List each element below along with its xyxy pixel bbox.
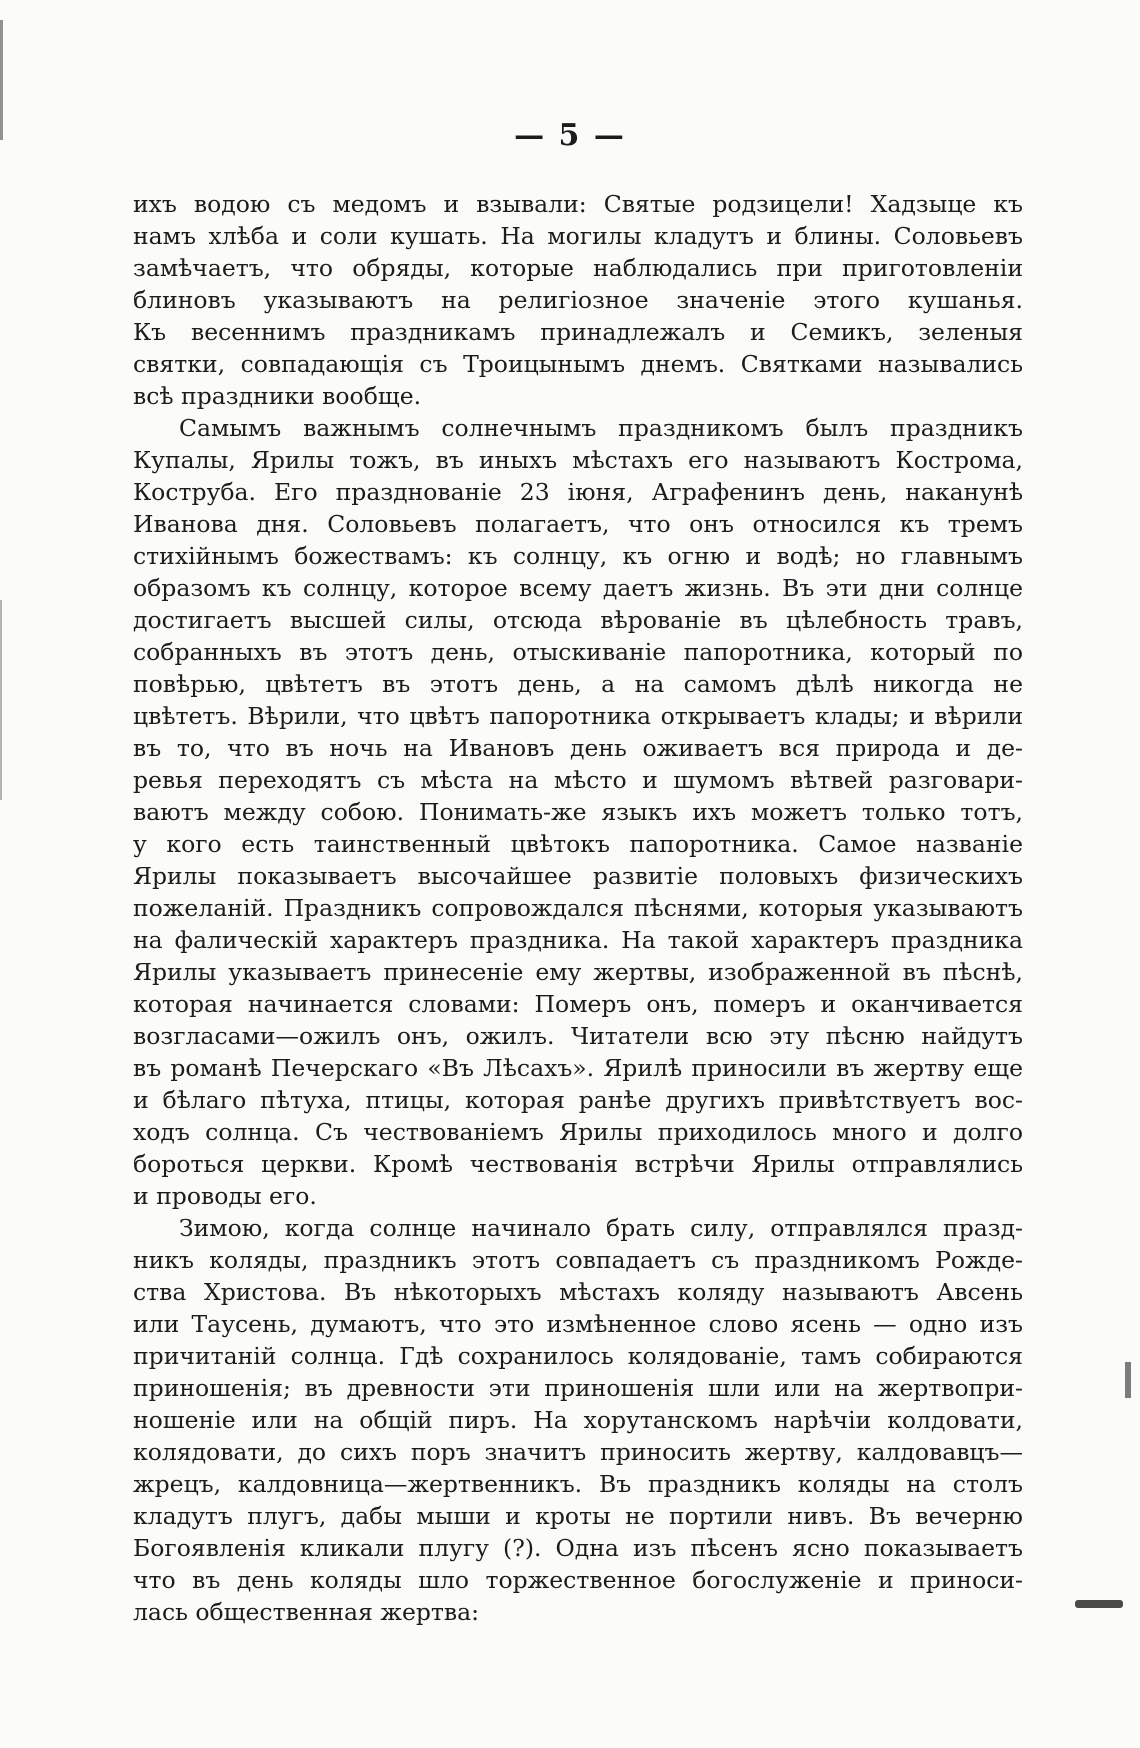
text-line: возгласами—ожилъ онъ, ожилъ. Читатели всю эту пѣсню найдутъ — [133, 1022, 1023, 1050]
text-line: Ярилы указываетъ принесеніе ему жертвы, изображенной въ пѣснѣ, — [133, 958, 1023, 986]
text-line: Иванова дня. Соловьевъ полагаетъ, что онъ относился къ тремъ — [133, 510, 1023, 538]
text-line: Богоявленія кликали плугу (?). Одна изъ пѣсенъ ясно показываетъ — [133, 1534, 1023, 1562]
text-line: замѣчаетъ, что обряды, которые наблюдались при приготовленіи — [133, 254, 1023, 282]
text-line: блиновъ указываютъ на религіозное значеніе этого кушанья. — [133, 286, 1023, 314]
text-line: ношеніе или на общій пиръ. На хорутанскомъ нарѣчіи колдовати, — [133, 1406, 1023, 1434]
text-line: образомъ къ солнцу, которое всему даетъ жизнь. Въ эти дни солнце — [133, 574, 1023, 602]
text-line: причитаній солнца. Гдѣ сохранилось колядованіе, тамъ собираются — [133, 1342, 1023, 1370]
text-line: которая начинается словами: Померъ онъ, померъ и оканчивается — [133, 990, 1023, 1018]
text-line: пожеланій. Праздникъ сопровождался пѣснями, которыя указываютъ — [133, 894, 1023, 922]
text-line: стихійнымъ божествамъ: къ солнцу, къ огню и водѣ; но главнымъ — [133, 542, 1023, 570]
text-line: ревья переходятъ съ мѣста на мѣсто и шумомъ вѣтвей разговари- — [133, 766, 1023, 794]
text-line: Къ весеннимъ праздникамъ принадлежалъ и Семикъ, зеленыя — [133, 318, 1023, 346]
paragraph — [133, 188, 1023, 412]
text-line: колядовати, до сихъ поръ значитъ приносить жертву, калдовавцъ— — [133, 1438, 1023, 1466]
text-line: кладутъ плугъ, дабы мыши и кроты не портили нивъ. Въ вечерню — [133, 1502, 1023, 1530]
text-line: собранныхъ въ этотъ день, отыскиваніе папоротника, который по — [133, 638, 1023, 666]
text-line: на фалическій характеръ праздника. На такой характеръ праздника — [133, 926, 1023, 954]
text-line: святки, совпадающія съ Троицынымъ днемъ. Святками назывались — [133, 350, 1023, 378]
text-line: повѣрью, цвѣтетъ въ этотъ день, а на самомъ дѣлѣ никогда не — [133, 670, 1023, 698]
ink-blot — [1125, 1362, 1131, 1398]
paragraph — [133, 412, 1023, 1212]
text-line: никъ коляды, праздникъ этотъ совпадаетъ съ праздникомъ Рожде- — [133, 1246, 1023, 1274]
page-number: — 5 — — [514, 118, 626, 153]
text-line: ихъ водою съ медомъ и взывали: Святые родзицели! Хадзыце къ — [133, 190, 1023, 218]
text-line: или Таусень, думаютъ, что это измѣненное слово ясень — одно изъ — [133, 1310, 1023, 1338]
text-line: Коструба. Его празднованіе 23 іюня, Аграфенинъ день, наканунѣ — [133, 478, 1023, 506]
text-line: Ярилы показываетъ высочайшее развитіе половыхъ физическихъ — [133, 862, 1023, 890]
text-line: что въ день коляды шло торжественное богослуженіе и приноси- — [133, 1566, 1023, 1594]
text-line: достигаетъ высшей силы, отсюда вѣрованіе въ цѣлебность травъ, — [133, 606, 1023, 634]
text-line: у кого есть таинственный цвѣтокъ папоротника. Самое названіе — [133, 830, 1023, 858]
text-line: и бѣлаго пѣтуха, птицы, которая ранѣе другихъ привѣтствуетъ вос- — [133, 1086, 1023, 1114]
scan-edge-mark — [0, 600, 2, 800]
paragraph — [133, 1212, 1023, 1628]
text-line: и проводы его. — [133, 1182, 317, 1210]
text-line: ваютъ между собою. Понимать-же языкъ ихъ можетъ только тотъ, — [133, 798, 1023, 826]
text-line: намъ хлѣба и соли кушать. На могилы кладутъ и блины. Соловьевъ — [133, 222, 1023, 250]
text-line: приношенія; въ древности эти приношенія шли или на жертвопри- — [133, 1374, 1023, 1402]
ink-blot — [1075, 1600, 1123, 1608]
text-line: Зимою, когда солнце начинало брать силу, отправлялся празд- — [179, 1214, 1023, 1242]
text-line: цвѣтетъ. Вѣрили, что цвѣтъ папоротника открываетъ клады; и вѣрили — [133, 702, 1023, 730]
text-line: лась общественная жертва: — [133, 1598, 480, 1626]
text-line: всѣ праздники вообще. — [133, 382, 422, 410]
text-line: въ романѣ Печерскаго «Въ Лѣсахъ». Ярилѣ приносили въ жертву еще — [133, 1054, 1023, 1082]
text-body — [133, 188, 1023, 1628]
text-line: ходъ солнца. Съ чествованіемъ Ярилы приходилось много и долго — [133, 1118, 1023, 1146]
scan-edge-mark — [0, 20, 3, 140]
text-line: бороться церкви. Кромѣ чествованія встрѣчи Ярилы отправлялись — [133, 1150, 1023, 1178]
text-line: Самымъ важнымъ солнечнымъ праздникомъ былъ праздникъ — [179, 414, 1023, 442]
text-line: Купалы, Ярилы тожъ, въ иныхъ мѣстахъ его называютъ Кострома, — [133, 446, 1023, 474]
text-line: въ то, что въ ночь на Ивановъ день оживаетъ вся природа и де- — [133, 734, 1023, 762]
text-line: жрецъ, калдовница—жертвенникъ. Въ праздникъ коляды на столъ — [133, 1470, 1023, 1498]
text-line: ства Христова. Въ нѣкоторыхъ мѣстахъ коляду называютъ Авсень — [133, 1278, 1023, 1306]
